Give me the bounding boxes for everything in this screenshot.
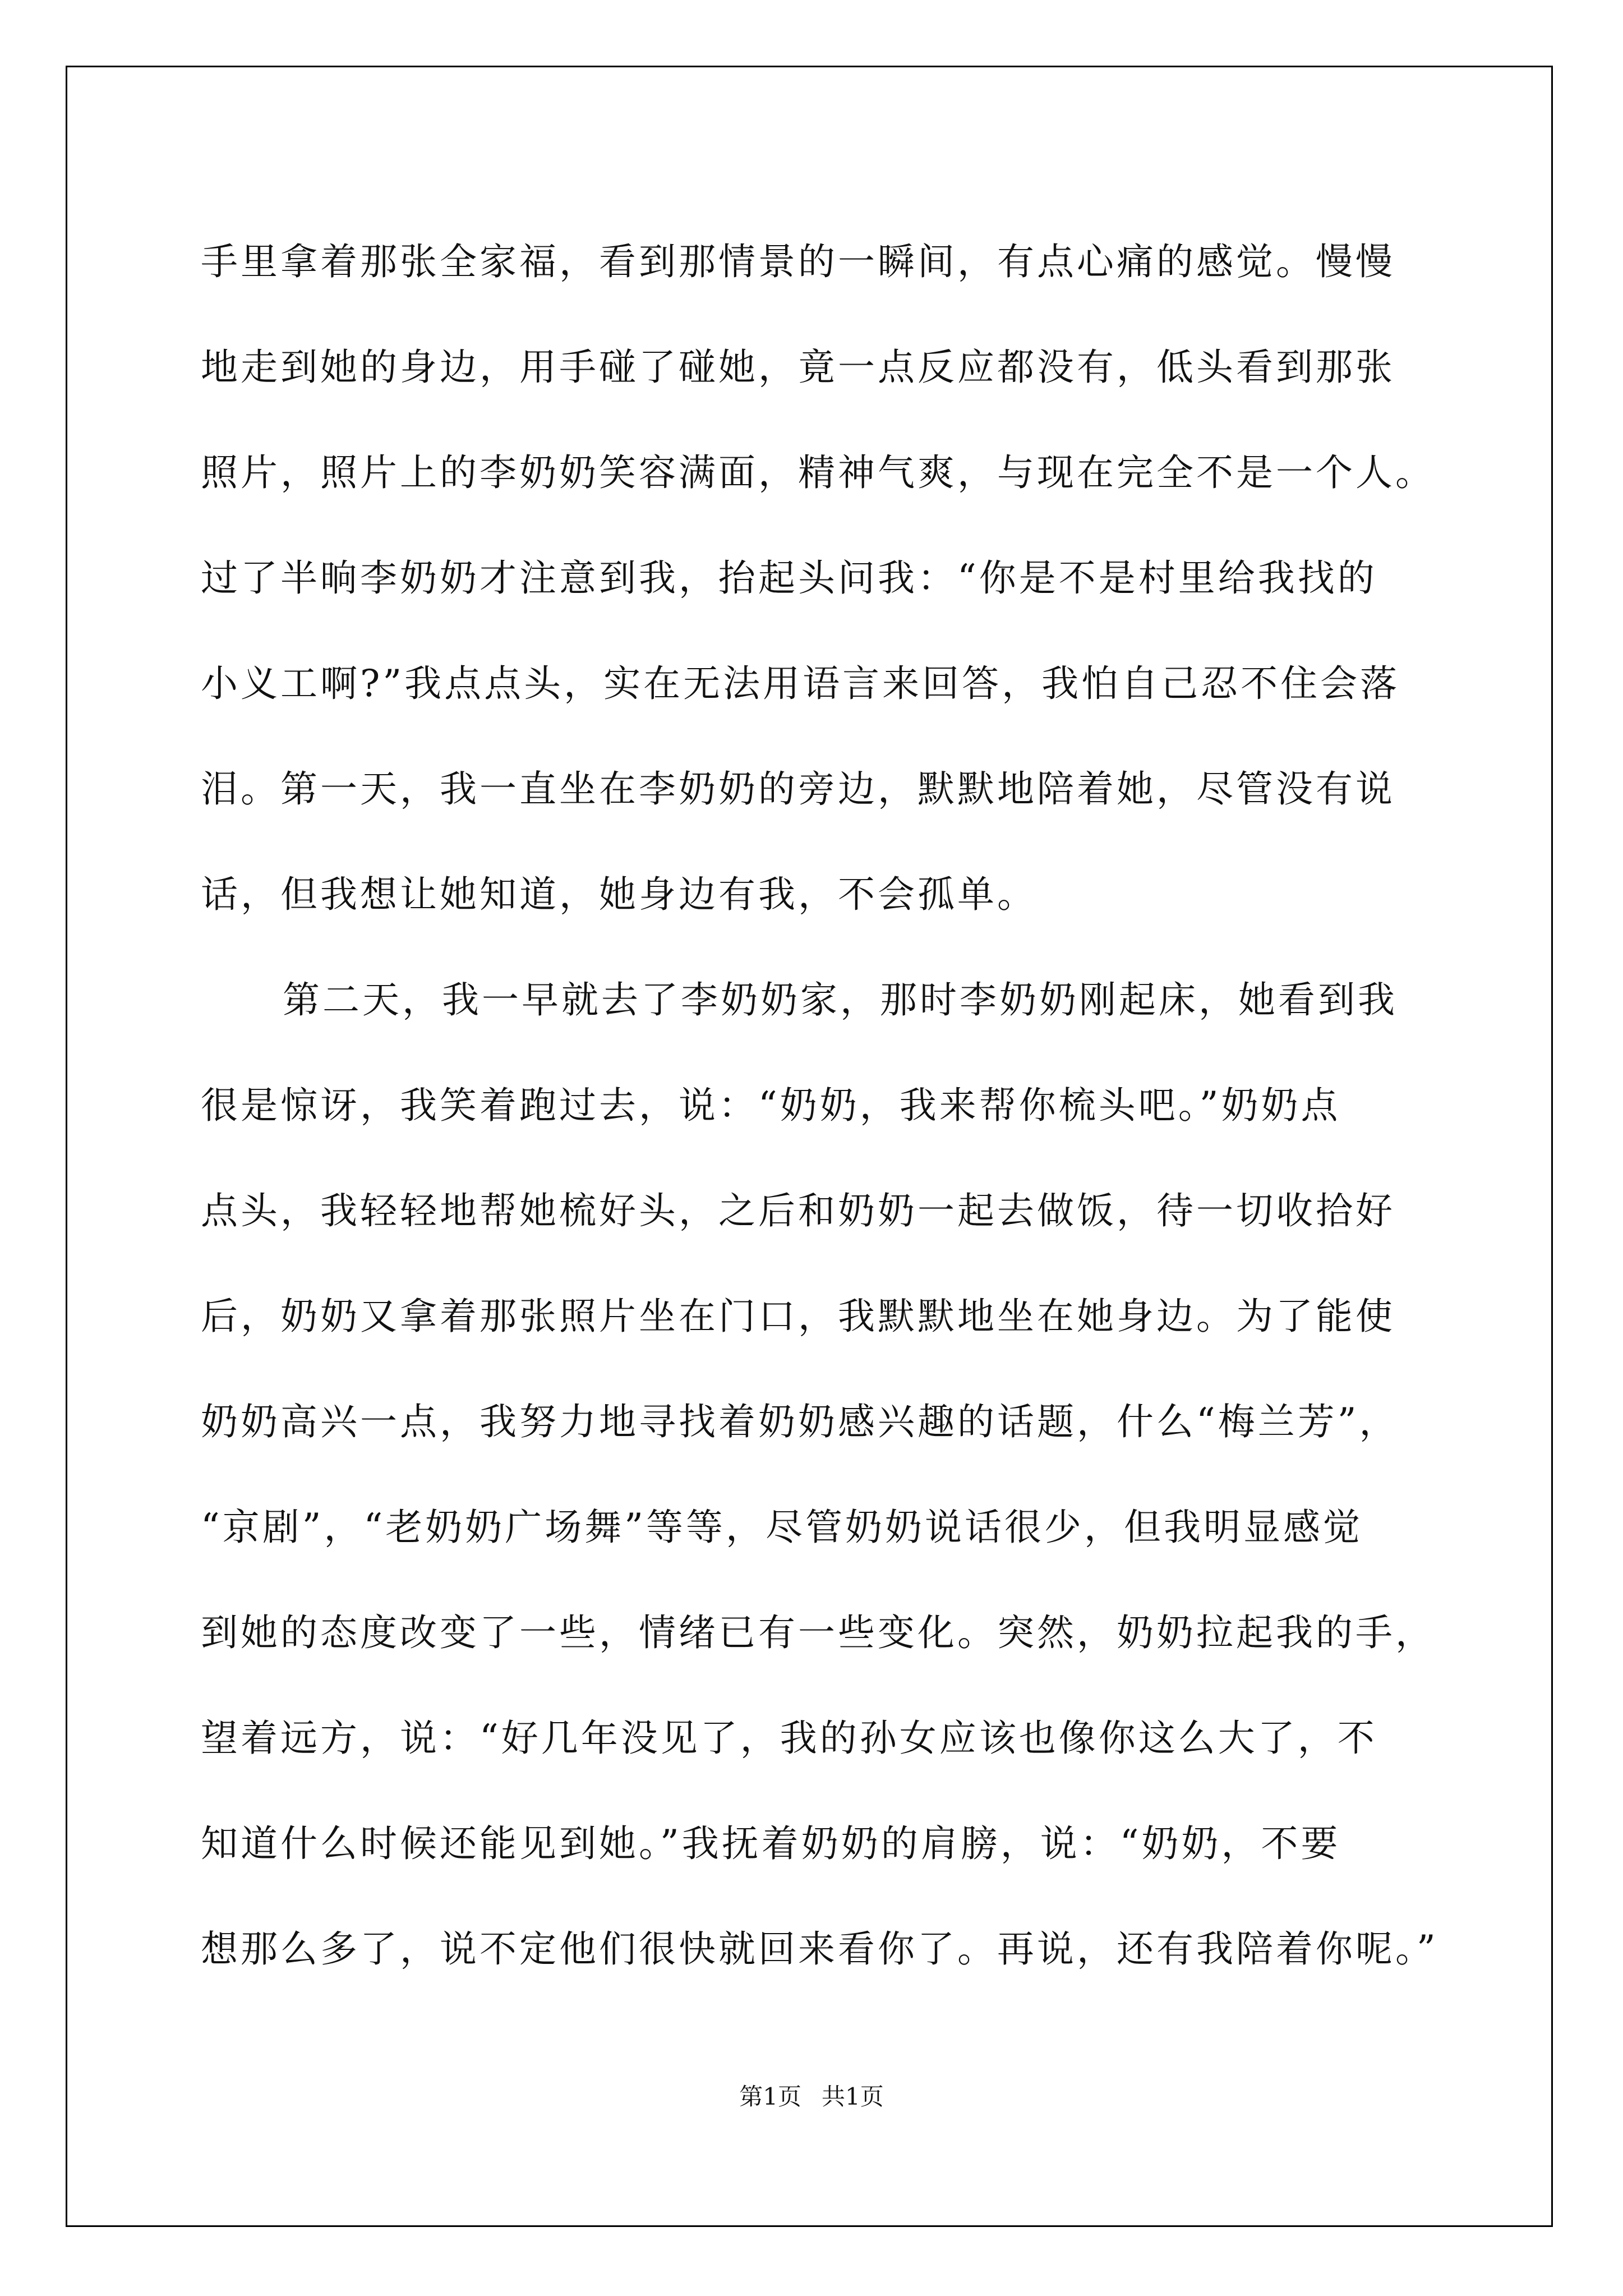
paragraph-start-line: 第二天，我一早就去了李奶奶家，那时李奶奶刚起床，她看到我	[283, 978, 1398, 1022]
text-line: 点头，我轻轻地帮她梳好头，之后和奶奶一起去做饭，待一切收拾好	[201, 1189, 1395, 1232]
text-line: 很是惊讶，我笑着跑过去，说：“奶奶，我来帮你梳头吧。”奶奶点	[201, 1084, 1341, 1127]
text-line: “京剧”，“老奶奶广场舞”等等，尽管奶奶说话很少，但我明显感觉	[201, 1506, 1363, 1549]
text-line: 手里拿着那张全家福，看到那情景的一瞬间，有点心痛的感觉。慢慢	[201, 240, 1395, 283]
text-line: 地走到她的身边，用手碰了碰她，竟一点反应都没有，低头看到那张	[201, 346, 1395, 389]
text-line: 过了半晌李奶奶才注意到我，抬起头问我：“你是不是村里给我找的	[201, 556, 1377, 600]
text-line: 话，但我想让她知道，她身边有我，不会孤单。	[201, 873, 1037, 916]
text-line: 望着远方，说：“好几年没见了，我的孙女应该也像你这么大了，不	[201, 1717, 1377, 1760]
text-line: 泪。第一天，我一直坐在李奶奶的旁边，默默地陪着她，尽管没有说	[201, 767, 1395, 811]
text-line: 到她的态度改变了一些，情绪已有一些变化。突然，奶奶拉起我的手，	[201, 1611, 1435, 1654]
page-total: 共1页	[822, 2083, 884, 2110]
page-footer	[0, 2080, 1623, 2114]
document-body	[201, 209, 1438, 2002]
text-line: 小义工啊?”我点点头，实在无法用语言来回答，我怕自己忍不住会落	[201, 662, 1400, 705]
text-line: 想那么多了，说不定他们很快就回来看你了。再说，还有我陪着你呢。”	[201, 1927, 1438, 1971]
page-number: 第1页	[739, 2083, 801, 2110]
text-line: 奶奶高兴一点，我努力地寻找着奶奶感兴趣的话题，什么“梅兰芳”，	[201, 1400, 1399, 1443]
text-line: 后，奶奶又拿着那张照片坐在门口，我默默地坐在她身边。为了能使	[201, 1295, 1395, 1338]
text-line: 照片，照片上的李奶奶笑容满面，精神气爽，与现在完全不是一个人。	[201, 451, 1435, 494]
text-line: 知道什么时候还能见到她。”我抚着奶奶的肩膀，说：“奶奶，不要	[201, 1822, 1341, 1865]
